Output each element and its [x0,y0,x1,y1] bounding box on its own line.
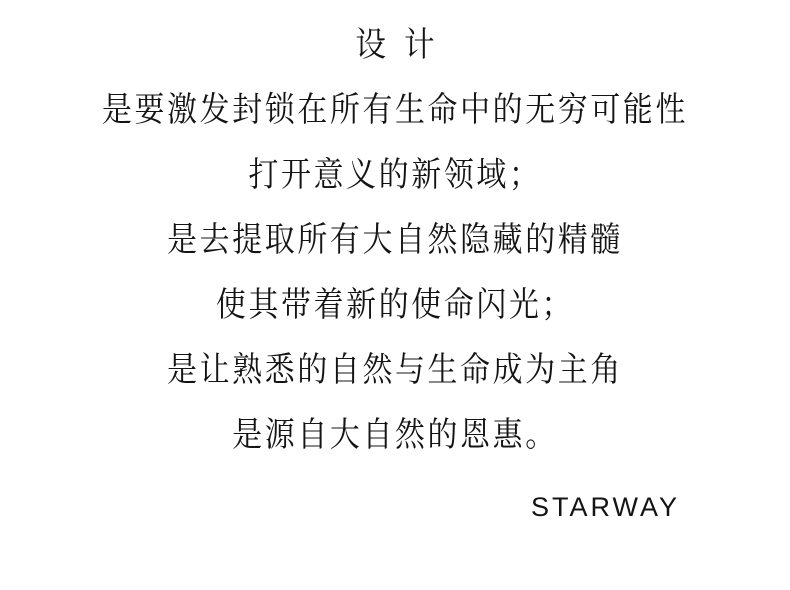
body-line-6: 是源自大自然的恩惠。 [232,416,558,454]
brand-signature: STARWAY [530,492,680,522]
body-line-1: 是要激发封锁在所有生命中的无穷可能性 [101,91,689,129]
body-line-4: 使其带着新的使命闪光； [215,286,575,324]
body-line-5: 是让熟悉的自然与生命成为主角 [167,351,623,389]
body-line-3: 是去提取所有大自然隐藏的精髓 [167,221,623,259]
body-line-2: 打开意义的新领域； [248,156,542,194]
page-title: 设计 [355,26,453,64]
